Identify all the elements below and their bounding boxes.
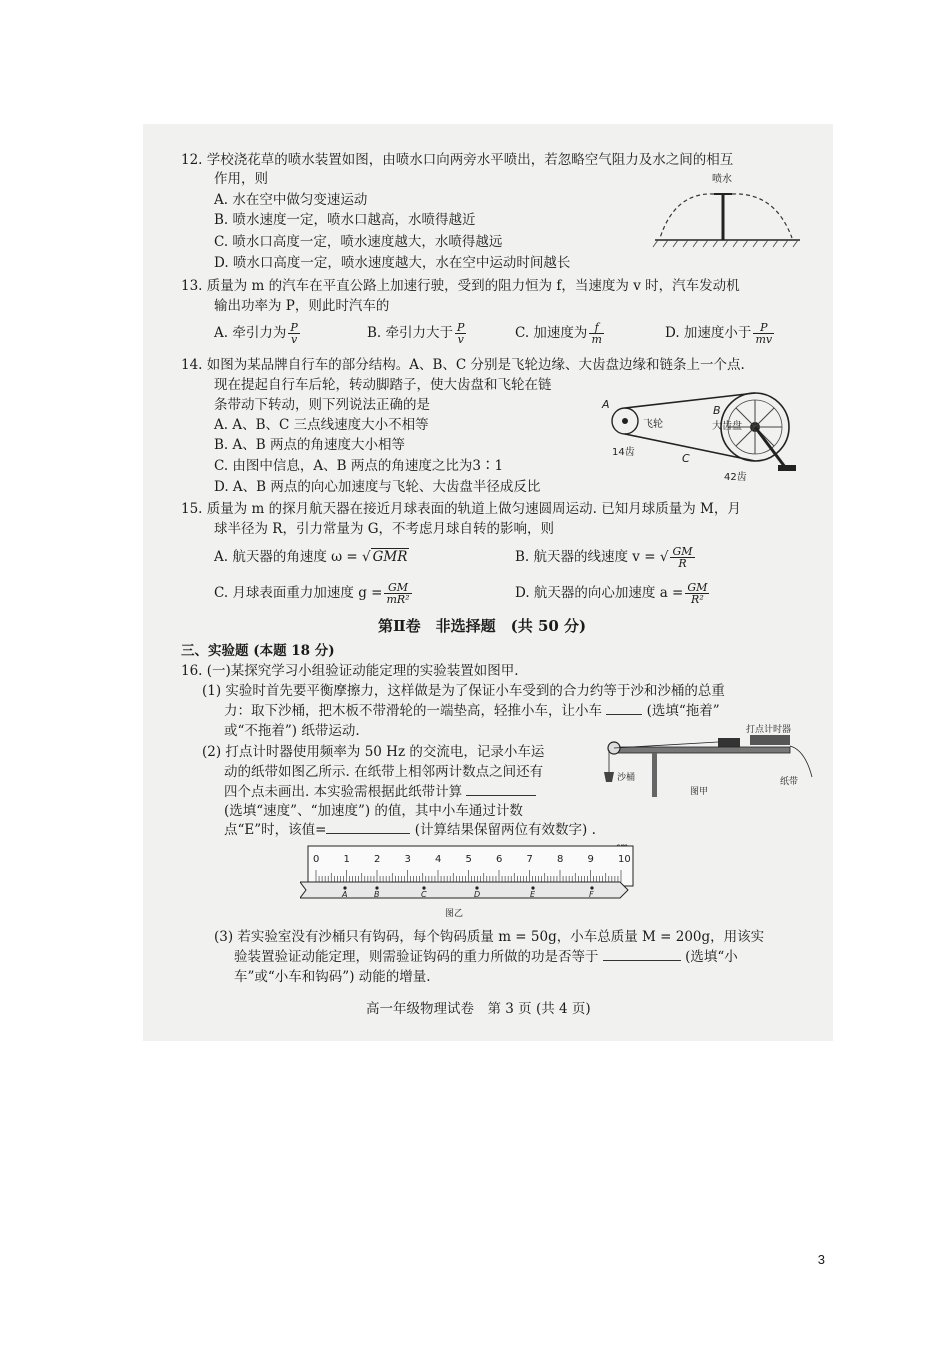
q15-a-text: A. 航天器的角速度 ω = [214, 549, 358, 565]
q16-p2-line1: (2) 打点计时器使用频率为 50 Hz 的交流电，记录小车运 [202, 744, 545, 760]
q12-stem-line1: 12. 学校浇花草的喷水装置如图，由喷水口向两旁水平喷出，若忽略空气阻力及水之间的相互 [181, 152, 734, 168]
point-a-label: A [602, 398, 610, 411]
bigwheel-label: 大齿盘 [712, 421, 742, 432]
q15-c-fraction: $\frac{GM}{\text{mR²}}$ [386, 581, 410, 606]
tape-ruler-figure-yi [300, 840, 640, 920]
tape-point-label: B [374, 890, 380, 899]
ruler-tick-label: 7 [526, 854, 533, 865]
q15-d-fraction: $\frac{GM}{\text{R²}}$ [687, 581, 708, 606]
q16-p3-line2-text: 验装置验证动能定理，则需验证钩码的重力所做的功是否等于 [234, 949, 599, 965]
q16-p1-blank[interactable] [606, 702, 642, 715]
q15-d-text: D. 航天器的向心加速度 a = [515, 585, 684, 601]
ruler-tick-label: 8 [557, 854, 564, 865]
timer-label: 打点计时器 [746, 725, 792, 735]
q16-p1-line3: 或“不拖着”) 纸带运动. [224, 723, 360, 739]
q15-option-c [214, 582, 414, 605]
tape-point-label: D [474, 890, 481, 899]
ruler-tick-label: 5 [465, 854, 472, 865]
q14-option-c: C. 由图中信息，A、B 两点的角速度之比为3∶1 [214, 458, 504, 474]
q16-p2-line5 [224, 821, 596, 839]
ruler-tick-label: 4 [435, 854, 442, 865]
bucket-label: 沙桶 [617, 773, 636, 783]
teeth-14-label: 14齿 [612, 447, 635, 458]
sprinkler-label: 喷水 [712, 174, 732, 185]
q13-c-text: C. 加速度为 [515, 325, 588, 341]
flywheel-label: 飞轮 [643, 419, 663, 430]
q15-b-text: B. 航天器的线速度 v = [515, 549, 656, 565]
q16-p3-blank[interactable] [603, 948, 681, 961]
q16-p3-line3: 车”或“小车和钩码”) 动能的增量. [234, 969, 431, 985]
q14-stem-line3: 条带动下转动，则下列说法正确的是 [214, 397, 430, 413]
q13-d-text: D. 加速度小于 [665, 325, 752, 341]
q12-stem-line2: 作用，则 [214, 171, 268, 187]
tape-point-label: E [530, 890, 536, 899]
ruler-tick-label: 9 [587, 854, 594, 865]
q13-option-a [214, 322, 302, 345]
q12-option-a: A. 水在空中做匀变速运动 [214, 192, 368, 208]
ruler-tick-label: 3 [404, 854, 411, 865]
q15-stem-line1: 15. 质量为 m 的探月航天器在接近月球表面的轨道上做匀速圆周运动. 已知月球质量为 M，月 [181, 501, 741, 517]
sprinkler-figure [650, 172, 810, 252]
q16-p2-line3 [224, 783, 536, 801]
ruler-tick-label: 10 [618, 854, 631, 865]
q16-p2-blank-value[interactable] [326, 821, 410, 834]
footer: 高一年级物理试卷 第 3 页 (共 4 页) [366, 1001, 591, 1017]
q16-p2-line2: 动的纸带如图乙所示. 在纸带上相邻两计数点之间还有 [224, 764, 544, 780]
point-c-label: C [682, 452, 690, 465]
q16-p1-line2-tail: (选填“拖着” [646, 703, 720, 719]
q16-p2-line5-text: 点“E”时，该值= [224, 822, 327, 838]
ruler-tick-label: 6 [496, 854, 503, 865]
q15-b-fraction: $\frac{GM}{R}$ [672, 545, 693, 570]
q12-option-d: D. 喷水口高度一定，喷水速度越大，水在空中运动时间越长 [214, 255, 571, 271]
q12-option-b: B. 喷水速度一定，喷水口越高，水喷得越近 [214, 212, 476, 228]
q16-p2-line3-text: 四个点未画出. 本实验需根据此纸带计算 [224, 784, 463, 800]
tape-label: 纸带 [780, 777, 799, 787]
q16-p1-line2-text: 力：取下沙桶，把木板不带滑轮的一端垫高，轻推小车，让小车 [224, 703, 602, 719]
q14-option-a: A. A、B、C 三点线速度大小不相等 [214, 417, 429, 433]
q15-option-a: A. 航天器的角速度 ω = √ GMR [214, 549, 408, 565]
q13-stem-line2: 输出功率为 P，则此时汽车的 [214, 298, 390, 314]
ruler-tick-label: 2 [374, 854, 381, 865]
q15-option-d [515, 582, 711, 605]
q15-option-b: B. 航天器的线速度 v = √ $\frac{GM}{R}$ [515, 545, 693, 570]
q16-p1-line2 [224, 702, 720, 720]
ruler-tick-label: 1 [343, 854, 350, 865]
q15-stem-line2: 球半径为 R，引力常量为 G，不考虑月球自转的影响，则 [214, 521, 555, 537]
section-3-heading: 三、实验题 (本题 18 分) [181, 643, 335, 659]
q16-p2-line5-tail: (计算结果保留两位有效数字) . [414, 822, 596, 838]
q14-option-d: D. A、B 两点的向心加速度与飞轮、大齿盘半径成反比 [214, 479, 541, 495]
point-b-label: B [713, 404, 721, 417]
q15-a-radicand: GMR [372, 549, 408, 565]
page-number: 3 [817, 1252, 825, 1267]
section-2-heading: 第Ⅱ卷 非选择题 (共 50 分) [378, 617, 587, 635]
q16-p2-blank-quantity[interactable] [466, 783, 536, 796]
figure-jia-caption: 图甲 [690, 787, 709, 797]
q16-p2-line4: (选填“速度”、“加速度”) 的值，其中小车通过计数 [224, 803, 523, 819]
q13-option-d [665, 322, 776, 345]
q16-head: 16. (一)某探究学习小组验证动能定理的实验装置如图甲. [181, 663, 519, 679]
q13-b-fraction: $\frac{P}{v}$ [457, 321, 465, 346]
apparatus-figure-jia [600, 722, 815, 802]
q13-option-b [367, 322, 468, 345]
bicycle-gear-figure [600, 385, 810, 485]
q14-option-b: B. A、B 两点的角速度大小相等 [214, 437, 405, 453]
q13-option-c [515, 322, 606, 345]
q14-stem-line2: 现在提起自行车后轮，转动脚踏子，使大齿盘和飞轮在链 [214, 377, 552, 393]
q14-stem-line1: 14. 如图为某品牌自行车的部分结构。A、B、C 分别是飞轮边缘、大齿盘边缘和链条上一个点. [181, 357, 745, 373]
q16-p3-line2-tail: (选填“小 [685, 949, 738, 965]
tape-point-label: F [589, 890, 594, 899]
figure-yi-caption: 图乙 [445, 909, 464, 919]
q16-p3-line1: (3) 若实验室没有沙桶只有钩码，每个钩码质量 m = 50g，小车总质量 M = 200g，用该实 [214, 929, 765, 945]
q13-c-fraction: $\frac{f}{m}$ [591, 321, 602, 346]
q13-a-fraction: $\frac{P}{v}$ [290, 321, 298, 346]
q13-b-text: B. 牵引力大于 [367, 325, 454, 341]
ruler-tick-label: 0 [313, 854, 320, 865]
q13-a-text: A. 牵引力为 [214, 325, 287, 341]
q16-p3-line2 [234, 948, 738, 966]
q13-d-fraction: $\frac{P}{mv}$ [755, 321, 773, 346]
teeth-42-label: 42齿 [724, 472, 747, 483]
q16-p1-line1: (1) 实验时首先要平衡摩擦力，这样做是为了保证小车受到的合力约等于沙和沙桶的总重 [202, 683, 725, 699]
q12-option-c: C. 喷水口高度一定，喷水速度越大，水喷得越远 [214, 234, 503, 250]
q15-c-text: C. 月球表面重力加速度 g = [214, 585, 383, 601]
q13-stem-line1: 13. 质量为 m 的汽车在平直公路上加速行驶，受到的阻力恒为 f，当速度为 v 时，汽车发动机 [181, 278, 740, 294]
tape-point-label: C [421, 890, 427, 899]
tape-point-label: A [342, 890, 348, 899]
